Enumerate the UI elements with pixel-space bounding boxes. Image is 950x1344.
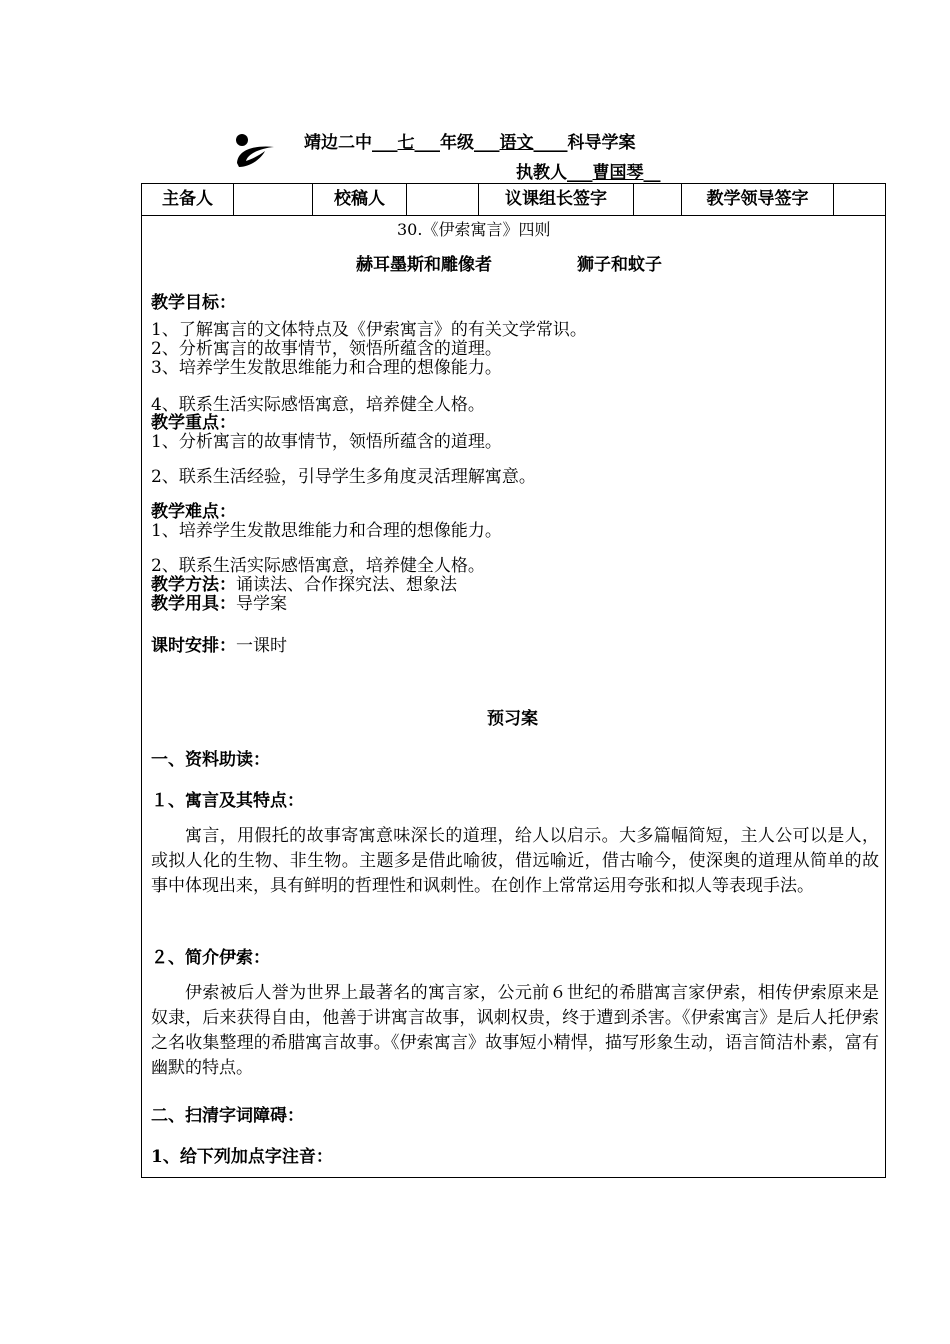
document-header-title (304, 128, 636, 153)
signature-cell-label: 校稿人 (313, 184, 407, 215)
difficulty-item: 1、培养学生发散思维能力和合理的想像能力。 (151, 521, 502, 541)
subsection-heading: ２、简介伊索： (151, 948, 270, 968)
schedule-label: 课时安排： (151, 636, 236, 656)
signature-cell-blank[interactable] (834, 184, 885, 215)
section-heading: 二、扫清字词障碍： (151, 1106, 304, 1126)
difficulty-item: 2、联系生活实际感悟寓意，培养健全人格。 (151, 556, 485, 576)
key-point-item: 2、联系生活经验，引导学生多角度灵活理解寓意。 (151, 467, 536, 487)
subsection-heading: 1、给下列加点字注音： (151, 1147, 333, 1167)
story-title-1: 赫耳墨斯和雕像者 (356, 255, 492, 275)
signature-cell-label: 主备人 (142, 184, 234, 215)
key-points-label: 教学重点： (151, 413, 236, 433)
blank: ___ (567, 163, 593, 183)
school-name: 靖边二中 (304, 133, 372, 153)
subject-suffix: 科导学案 (567, 133, 636, 153)
lesson-plan-table (141, 183, 886, 1178)
school-logo-icon (234, 133, 276, 171)
tools-label: 教学用具： (151, 594, 236, 614)
objective-item: 1、了解寓言的文体特点及《伊索寓言》的有关文学常识。 (151, 320, 587, 340)
blank: __ (643, 163, 661, 183)
objective-item: 2、分析寓言的故事情节，领悟所蕴含的道理。 (151, 339, 502, 359)
teacher-label: 执教人 (516, 163, 567, 183)
grade-value: 七 (397, 133, 415, 153)
objectives-label: 教学目标： (151, 293, 236, 313)
methods-line (151, 576, 457, 594)
key-point-item: 1、分析寓言的故事情节，领悟所蕴含的道理。 (151, 432, 502, 452)
signature-cell-label: 教学领导签字 (682, 184, 834, 215)
story-title-2: 狮子和蚊子 (577, 255, 662, 275)
teacher-line (516, 158, 661, 183)
schedule-value: 一课时 (236, 636, 287, 656)
subsection-heading: １、寓言及其特点： (151, 791, 304, 811)
signature-cell-blank[interactable] (634, 184, 682, 215)
tools-value: 导学案 (236, 594, 287, 614)
blank: ___ (372, 133, 398, 153)
signature-cell-blank[interactable] (234, 184, 313, 215)
schedule-line (151, 637, 287, 655)
objective-item: 4、联系生活实际感悟寓意，培养健全人格。 (151, 395, 485, 415)
subject-value: 语文 (499, 133, 534, 153)
blank: ____ (533, 133, 568, 153)
methods-label: 教学方法： (151, 575, 236, 595)
section-heading: 一、资料助读： (151, 750, 270, 770)
blank: ___ (414, 133, 440, 153)
aesop-intro-paragraph: 伊索被后人誉为世界上最著名的寓言家，公元前６世纪的希腊寓言家伊索，相传伊索原来是奴隶，后来获得自由，他善于讲寓言故事，讽刺权贵，终于遭到杀害。《伊索寓言》是后人托伊索之名收集整理的希腊寓言故事。《伊索寓言》故事短小精悍，描写形象生动，语言简洁朴素，富有幽默的特点。 (151, 983, 879, 1078)
blank: ___ (474, 133, 500, 153)
signature-cell-blank[interactable] (407, 184, 479, 215)
lesson-title: 30.《伊索寓言》四则 (397, 220, 551, 239)
difficulties-label: 教学难点： (151, 502, 236, 522)
methods-value: 诵读法、合作探究法、想象法 (236, 575, 457, 595)
teacher-name: 曹国琴 (592, 163, 644, 183)
tools-line (151, 595, 287, 613)
grade-suffix: 年级 (440, 133, 474, 153)
signature-cell-label: 议课组长签字 (479, 184, 634, 215)
signature-row (142, 184, 885, 216)
preview-title: 预习案 (487, 709, 538, 729)
fable-description-paragraph: 寓言，用假托的故事寄寓意味深长的道理，给人以启示。大多篇幅简短，主人公可以是人，或拟人化的生物、非生物。主题多是借此喻彼，借远喻近，借古喻今，使深奥的道理从简单的故事中体现出来，具有鲜明的哲理性和讽刺性。在创作上常常运用夸张和拟人等表现手法。 (151, 826, 879, 896)
objective-item: 3、培养学生发散思维能力和合理的想像能力。 (151, 358, 502, 378)
